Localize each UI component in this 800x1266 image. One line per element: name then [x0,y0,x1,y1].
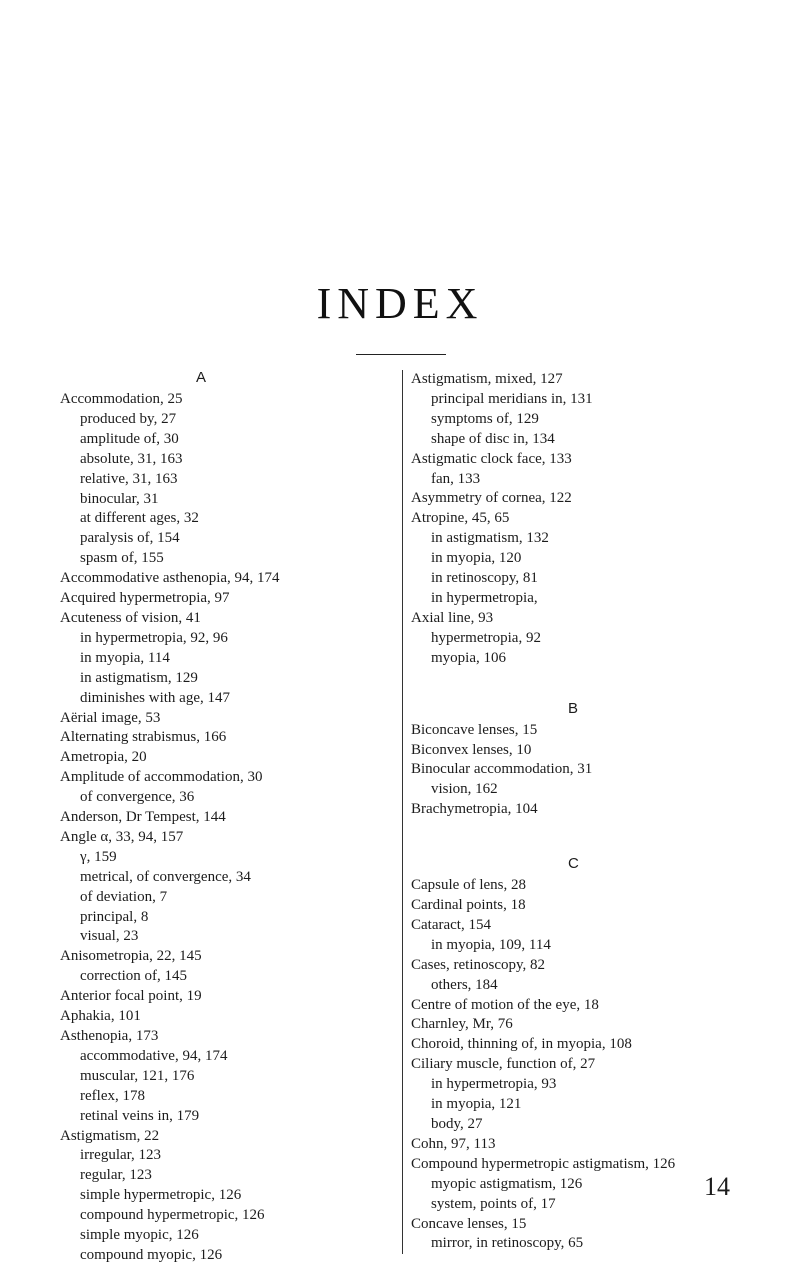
index-entry: Astigmatism, mixed, 127 [411,371,563,387]
index-entry: principal, 8 [80,908,149,925]
index-entry: Anisometropia, 22, 145 [60,948,202,965]
index-entry: Accommodative asthenopia, 94, 174 [60,570,280,587]
index-entry: compound myopic, 126 [80,1246,223,1263]
page-title: INDEX [316,279,484,328]
index-entry: in astigmatism, 132 [431,530,549,547]
index-entry: in myopia, 121 [431,1096,522,1113]
index-entry: in astigmatism, 129 [80,669,198,686]
index-entry: Choroid, thinning of, in myopia, 108 [411,1036,632,1053]
index-entry: of convergence, 36 [80,789,195,806]
index-entry: Cataract, 154 [411,916,491,933]
section-letter-c: C [568,855,579,873]
index-entry: paralysis of, 154 [80,530,180,547]
index-entry: Anterior focal point, 19 [60,988,202,1005]
index-entry: Biconvex lenses, 10 [411,741,532,758]
index-entry: Charnley, Mr, 76 [411,1016,513,1033]
index-entry: muscular, 121, 176 [80,1067,195,1084]
index-entry: system, points of, 17 [431,1195,556,1212]
index-entry: simple hypermetropic, 126 [80,1187,242,1204]
index-entry: Ametropia, 20 [60,749,147,766]
index-entry: Astigmatic clock face, 133 [411,450,572,467]
index-entry: reflex, 178 [80,1087,145,1104]
index-entry: vision, 162 [431,781,498,798]
index-entry: Compound hypermetropic astigmatism, 126 [411,1155,676,1172]
left-column [60,366,390,1266]
index-entry: Cardinal points, 18 [411,897,526,914]
index-entry: Concave lenses, 15 [411,1215,527,1232]
index-entry: fan, 133 [431,470,481,487]
index-entry: absolute, 31, 163 [80,450,183,467]
index-entry: Acquired hypermetropia, 97 [60,590,230,607]
index-entry: Astigmatism, 22 [60,1127,160,1144]
index-entry: principal meridians in, 131 [431,390,593,407]
index-entry: in myopia, 109, 114 [431,936,551,953]
index-entry: simple myopic, 126 [80,1227,199,1244]
section-letter-a: A [196,369,207,386]
index-entry: in hypermetropia, 92, 96 [80,629,228,646]
right-column [402,370,800,1254]
index-entry: symptoms of, 129 [431,410,539,427]
index-entry: Acuteness of vision, 41 [60,609,201,626]
index-entry: Accommodation, 25 [60,391,183,407]
index-entry: accommodative, 94, 174 [80,1047,228,1064]
index-entry: Angle α, 33, 94, 157 [60,828,184,845]
index-entry: binocular, 31 [80,490,159,507]
index-entry: compound hypermetropic, 126 [80,1207,265,1224]
index-entry: myopia, 106 [431,649,506,666]
index-entry: Capsule of lens, 28 [411,877,526,894]
index-entry: Asymmetry of cornea, 122 [411,490,572,507]
index-entry: amplitude of, 30 [80,430,179,447]
index-entry: at different ages, 32 [80,510,199,527]
index-entry: Axial line, 93 [411,609,494,626]
index-entry: Brachymetropia, 104 [411,801,538,818]
index-entry: shape of disc in, 134 [431,430,555,447]
index-entry: produced by, 27 [80,410,177,427]
index-entry: correction of, 145 [80,968,188,985]
index-entry: Cohn, 97, 113 [411,1135,496,1152]
section-letter-b: B [568,699,579,717]
index-entry: others, 184 [431,976,498,993]
index-entry: Aërial image, 53 [60,709,161,726]
index-entry: irregular, 123 [80,1147,162,1164]
page-number: 14 [704,1172,730,1201]
index-entry: Binocular accommodation, 31 [411,761,593,778]
index-entry: of deviation, 7 [80,888,168,905]
index-entry: mirror, in retinoscopy, 65 [431,1235,584,1252]
index-list-b [411,721,800,821]
index-entry: in retinoscopy, 81 [431,570,538,587]
index-entry: retinal veins in, 179 [80,1107,200,1124]
index-entry: Aphakia, 101 [60,1008,141,1025]
index-entry: γ, 159 [80,848,117,865]
index-entry: Atropine, 45, 65 [411,510,510,527]
index-entry: hypermetropia, 92 [431,629,541,646]
index-list-a-continued [411,370,800,669]
index-entry: in myopia, 114 [80,649,170,666]
index-entry: metrical, of convergence, 34 [80,868,251,885]
index-entry: Asthenopia, 173 [60,1028,159,1044]
title-divider [356,354,446,355]
index-entry: Biconcave lenses, 15 [411,721,538,738]
index-entry: Alternating strabismus, 166 [60,729,227,746]
index-list-a [60,390,390,1266]
index-entry: Centre of motion of the eye, 18 [411,996,599,1013]
index-entry: Amplitude of accommodation, 30 [60,769,263,786]
index-entry: visual, 23 [80,928,139,945]
index-entry: diminishes with age, 147 [80,689,230,706]
index-list-c [411,876,800,1254]
index-entry: Ciliary muscle, function of, 27 [411,1056,596,1073]
index-entry: in hypermetropia, 93 [431,1076,557,1093]
index-entry: in hypermetropia, [431,589,538,606]
index-entry: myopic astigmatism, 126 [431,1175,583,1192]
index-entry: Cases, retinoscopy, 82 [411,956,546,973]
index-entry: Anderson, Dr Tempest, 144 [60,809,226,826]
index-entry: regular, 123 [80,1167,152,1184]
index-entry: in myopia, 120 [431,550,522,567]
index-entry: body, 27 [431,1116,483,1132]
index-entry: relative, 31, 163 [80,470,178,487]
index-entry: spasm of, 155 [80,550,164,567]
